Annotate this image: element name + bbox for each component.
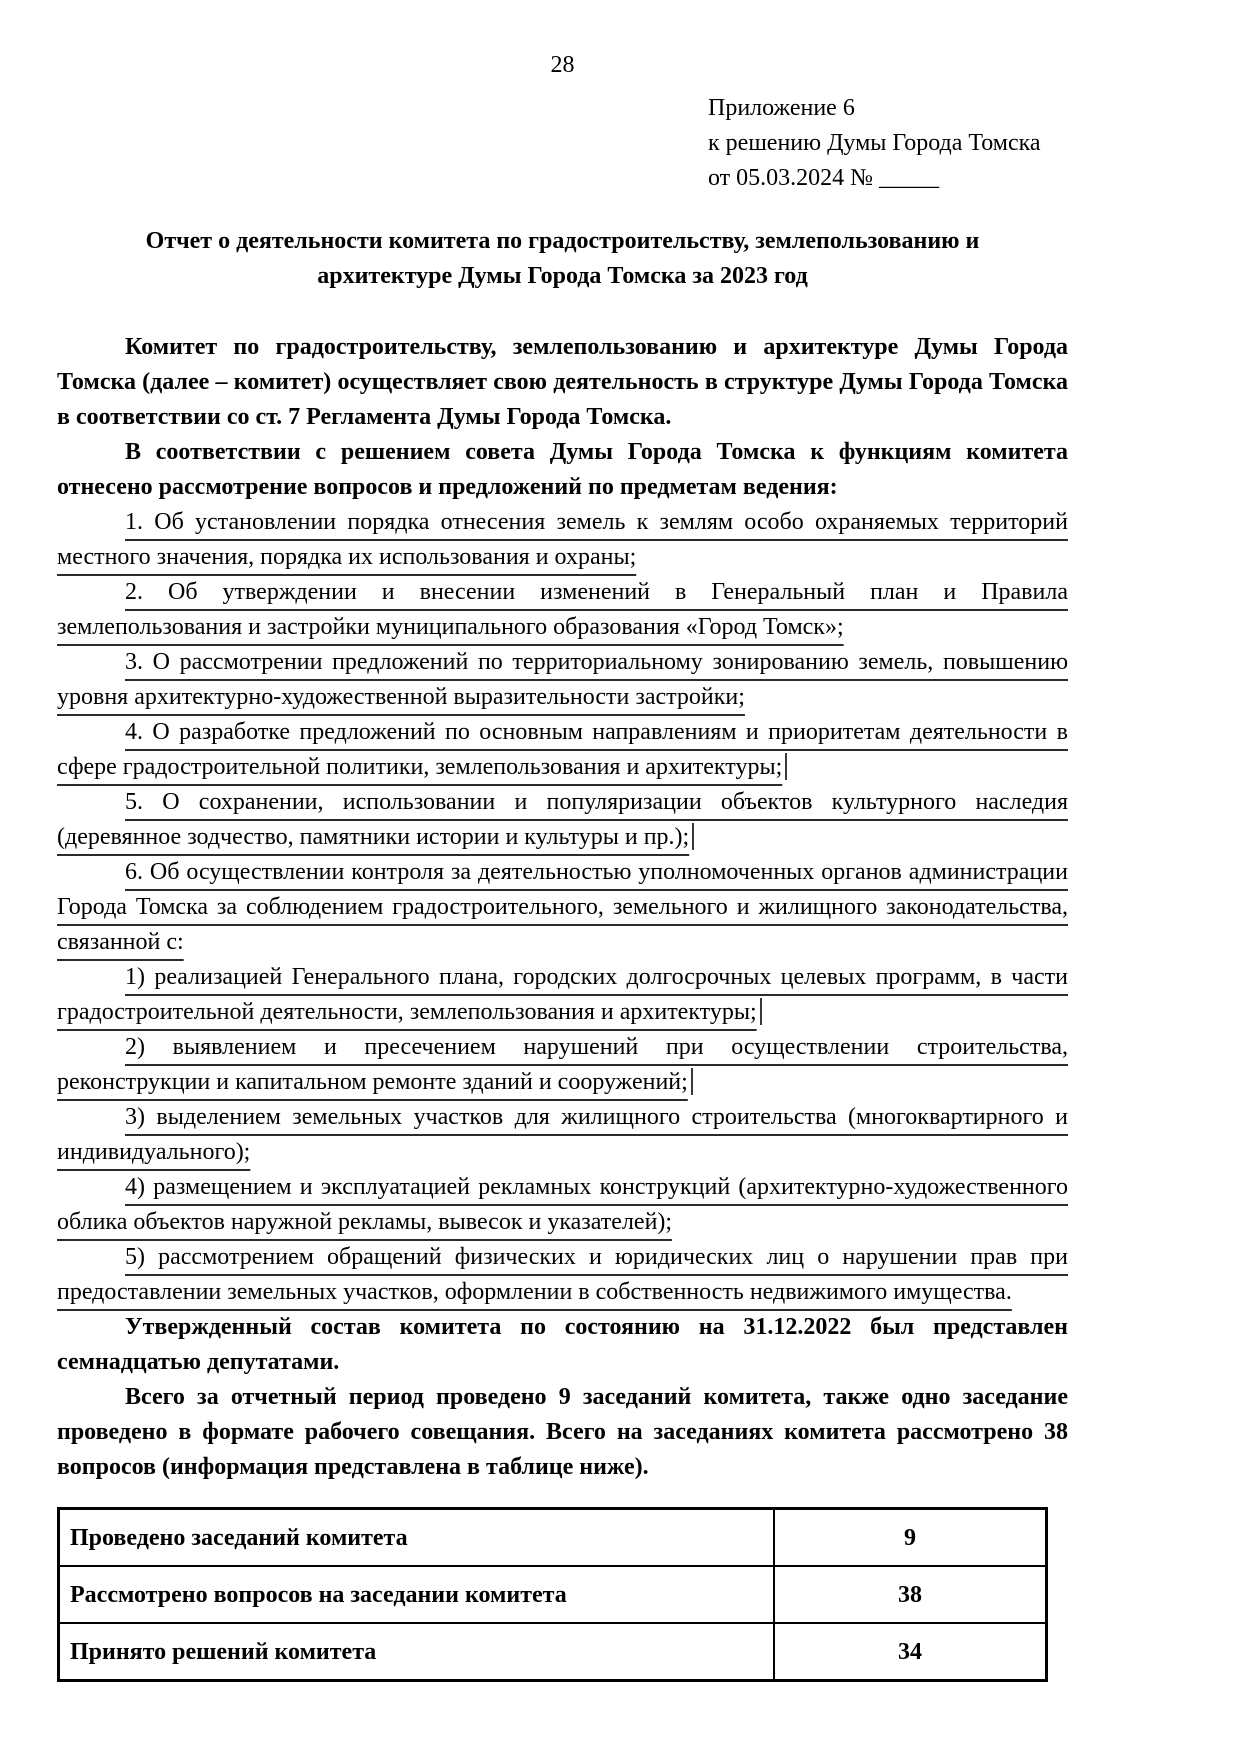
paragraph-committee-composition: Утвержденный состав комитета по состоянию на 31.12.2022 был представлен семнадцатью депутатами. (57, 1314, 1068, 1375)
function-item-1-text: 1. Об установлении порядка отнесения земель к землям особо охраняемых территорий местного значения, порядка их использования и охраны; (57, 509, 1068, 570)
revision-mark (691, 1068, 693, 1095)
function-item-3-text: 3. О рассмотрении предложений по территориальному зонированию земель, повышению уровня архитектурно-художественной выразительности застройки; (57, 649, 1068, 710)
revision-mark (760, 998, 762, 1025)
paragraph-functions-intro: В соответствии с решением совета Думы Города Томска к функциям комитета отнесено рассмотрение вопросов и предложений по предметам ведения: (57, 439, 1068, 500)
table-cell-value: 38 (774, 1566, 1047, 1623)
function-item-2 (57, 575, 1068, 645)
paragraph-meetings-summary: Всего за отчетный период проведено 9 заседаний комитета, также одно заседание проведено в формате рабочего совещания. Всего на заседаниях комитета рассмотрено 38 вопросов (информация представлена в таблице ниже). (57, 1384, 1068, 1480)
control-item-4-text: 4) размещением и эксплуатацией рекламных конструкций (архитектурно-художественного облика объектов наружной рекламы, вывесок и указателей); (57, 1174, 1068, 1235)
table-cell-label: Проведено заседаний комитета (59, 1509, 775, 1567)
control-item-5 (57, 1240, 1068, 1310)
table-row-decisions-made (59, 1623, 1047, 1681)
function-item-6-text: 6. Об осуществлении контроля за деятельностью уполномоченных органов администрации Города Томска за соблюдением градостроительного, земельного и жилищного законодательства, связанной с: (57, 859, 1068, 955)
function-item-5-text: 5. О сохранении, использовании и популяризации объектов культурного наследия (деревянное зодчество, памятники истории и культуры и пр.); (57, 789, 1068, 850)
table-row-questions-considered (59, 1566, 1047, 1623)
appendix-line-number: Приложение 6 (708, 95, 855, 121)
appendix-block (708, 91, 1068, 196)
table-cell-value: 9 (774, 1509, 1047, 1567)
function-item-4-text: 4. О разработке предложений по основным направлениям и приоритетам деятельности в сфере градостроительной политики, землепользования и архитектуры; (57, 719, 1068, 780)
function-item-2-text: 2. Об утверждении и внесении изменений в Генеральный план и Правила землепользования и застройки муниципального образования «Город Томск»; (57, 579, 1068, 640)
table-cell-label: Принято решений комитета (59, 1623, 775, 1681)
control-item-1 (57, 960, 1068, 1030)
appendix-line-date: от 05.03.2024 № _____ (708, 165, 940, 191)
control-item-1-text: 1) реализацией Генерального плана, городских долгосрочных целевых программ, в части градостроительной деятельности, землепользования и архитектуры; (57, 964, 1068, 1025)
control-item-2-text: 2) выявлением и пресечением нарушений при осуществлении строительства, реконструкции и капитальном ремонте зданий и сооружений; (57, 1034, 1068, 1095)
appendix-line-decision: к решению Думы Города Томска (708, 130, 1041, 156)
function-item-1 (57, 505, 1068, 575)
revision-mark (785, 753, 787, 780)
revision-mark (692, 823, 694, 850)
function-item-5 (57, 785, 1068, 855)
table-row-meetings-held (59, 1509, 1047, 1567)
function-item-3 (57, 645, 1068, 715)
control-item-3 (57, 1100, 1068, 1170)
function-item-4 (57, 715, 1068, 785)
function-item-6 (57, 855, 1068, 960)
paragraph-committee-intro: Комитет по градостроительству, землепользованию и архитектуре Думы Города Томска (далее – комитет) осуществляет свою деятельность в структуре Думы Города Томска в соответствии со ст. 7 Регламента Думы Города Томска. (57, 334, 1068, 430)
table-cell-value: 34 (774, 1623, 1047, 1681)
control-item-3-text: 3) выделением земельных участков для жилищного строительства (многоквартирного и индивидуального); (57, 1104, 1068, 1165)
page-number: 28 (550, 52, 575, 78)
table-cell-label: Рассмотрено вопросов на заседании комитета (59, 1566, 775, 1623)
document-title: Отчет о деятельности комитета по градостроительству, землепользованию и архитектуре Думы Города Томска за 2023 год (145, 228, 980, 289)
control-item-4 (57, 1170, 1068, 1240)
control-item-2 (57, 1030, 1068, 1100)
control-item-5-text: 5) рассмотрением обращений физических и юридических лиц о нарушении прав при предоставлении земельных участков, оформлении в собственность недвижимого имущества. (57, 1244, 1068, 1305)
statistics-table (57, 1507, 1048, 1682)
